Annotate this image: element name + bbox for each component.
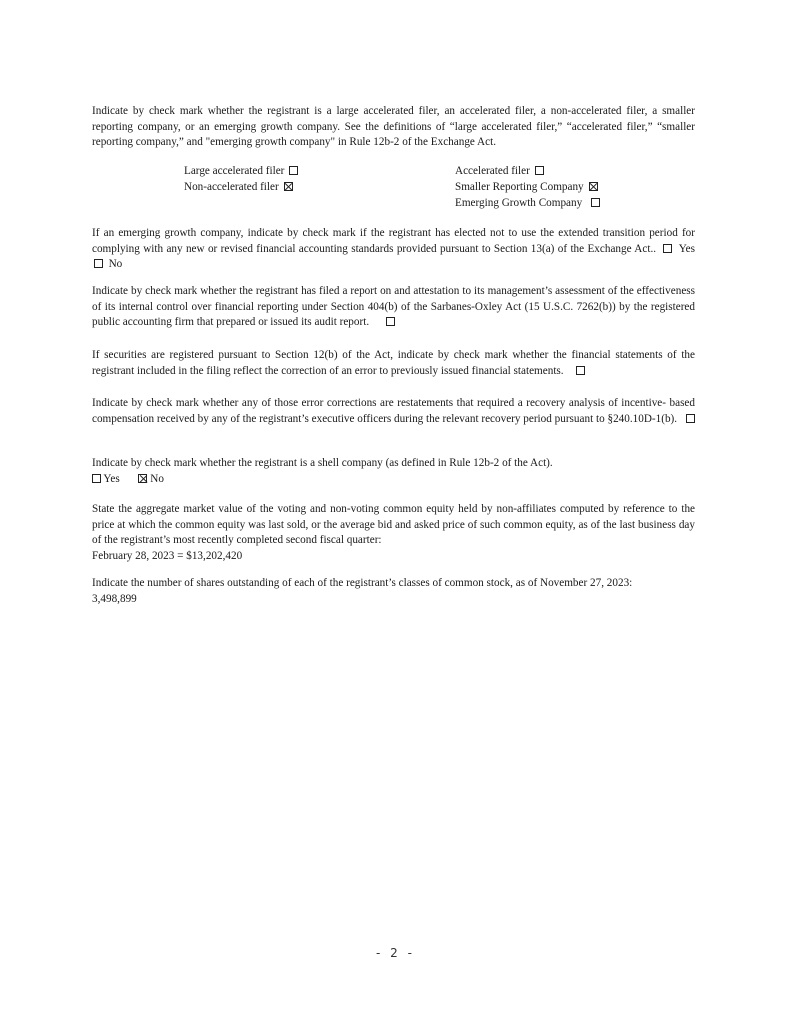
page-number: - 2 - [376,946,415,960]
smaller-reporting-company-option[interactable] [455,180,598,196]
emerging-growth-company-label: Emerging Growth Company [455,197,583,209]
smaller-reporting-company-checkbox[interactable] [589,182,598,191]
shell-company-yes-option[interactable] [92,473,120,485]
shares-outstanding-text: Indicate the number of shares outstanding of each of the registrant’s classes of common stock, as of November 27, 2023: [92,577,633,589]
market-value-amount: February 28, 2023 = $13,202,420 [92,549,243,562]
icfr-attestation-text: Indicate by check mark whether the registrant has filed a report on and attestation to its management’s assessment of the effectiveness of its internal control over financial reporting under Section 404(b) of the Sarbanes-Oxley Act (15 U.S.C. 7262(b)) by the registered public accounting firm that prepared or issued its audit report. [92,285,695,328]
shell-company-no-checkbox[interactable] [138,474,147,483]
shell-company-no-label: No [150,472,164,485]
filer-status-instructions-text: Indicate by check mark whether the registrant is a large accelerated filer, an accelerated filer, a non-accelerated filer, a smaller reporting company, or an emerging growth company. See the definitions of “large accelerated filer,” “accelerated filer,” “smaller reporting company,” and "emerging growth company" in Rule 12b-2 of the Exchange Act. [92,105,695,148]
shell-company-yes-label: Yes [103,472,120,485]
emerging-growth-company-option[interactable] [455,196,600,212]
recovery-analysis-text: Indicate by check mark whether any of those error corrections are restatements that required a recovery analysis of incentive- based compensation received by any of the registrant’s executive officers during the relevant recovery period pursuant to §240.10D-1(b). [92,397,695,425]
transition-no-label: No [108,258,123,270]
market-value-text: State the aggregate market value of the voting and non-voting common equity held by non-affiliates computed by reference to the price at which the common equity was last sold, or the average bid and asked price of such common equity, as of the last business day of the registrant’s most recently completed second fiscal quarter: [92,503,695,546]
error-correction-question [92,348,695,379]
icfr-attestation-question [92,284,695,331]
transition-yes-checkbox[interactable] [663,244,672,253]
non-accelerated-filer-checkbox[interactable] [284,182,293,191]
transition-yes-option[interactable] [659,243,695,255]
transition-period-text: If an emerging growth company, indicate by check mark if the registrant has elected not to use the extended transition period for complying with any new or revised financial accounting standards provided pursuant to Section 13(a) of the Exchange Act.. [92,227,695,255]
transition-period-question [92,226,695,273]
shares-outstanding-value: 3,498,899 [92,592,137,605]
shell-company-yes-checkbox[interactable] [92,474,101,483]
large-accelerated-filer-label: Large accelerated filer [184,165,285,177]
shell-company-no-option[interactable] [138,473,163,485]
accelerated-filer-checkbox[interactable] [535,166,544,175]
shell-company-question [92,456,695,487]
recovery-analysis-question [92,396,695,427]
shares-outstanding-statement [92,576,695,607]
error-correction-text: If securities are registered pursuant to Section 12(b) of the Act, indicate by check mark whether the financial statements of the registrant included in the filing reflect the correction of an error to previously issued financial statements. [92,349,695,377]
non-accelerated-filer-option[interactable] [184,180,293,196]
market-value-statement [92,502,695,564]
transition-no-option[interactable] [92,258,122,270]
icfr-attestation-checkbox[interactable] [386,317,395,326]
non-accelerated-filer-label: Non-accelerated filer [184,181,279,193]
shell-company-text: Indicate by check mark whether the registrant is a shell company (as defined in Rule 12b-2 of the Act). [92,457,553,469]
filer-status-instructions [92,104,695,151]
large-accelerated-filer-option[interactable] [184,164,298,180]
transition-no-checkbox[interactable] [94,259,103,268]
emerging-growth-company-checkbox[interactable] [591,198,600,207]
large-accelerated-filer-checkbox[interactable] [289,166,298,175]
smaller-reporting-company-label: Smaller Reporting Company [455,181,584,193]
transition-yes-label: Yes [678,242,695,255]
accelerated-filer-label: Accelerated filer [455,165,530,177]
accelerated-filer-option[interactable] [455,164,544,180]
error-correction-checkbox[interactable] [576,366,585,375]
recovery-analysis-checkbox[interactable] [686,414,695,423]
